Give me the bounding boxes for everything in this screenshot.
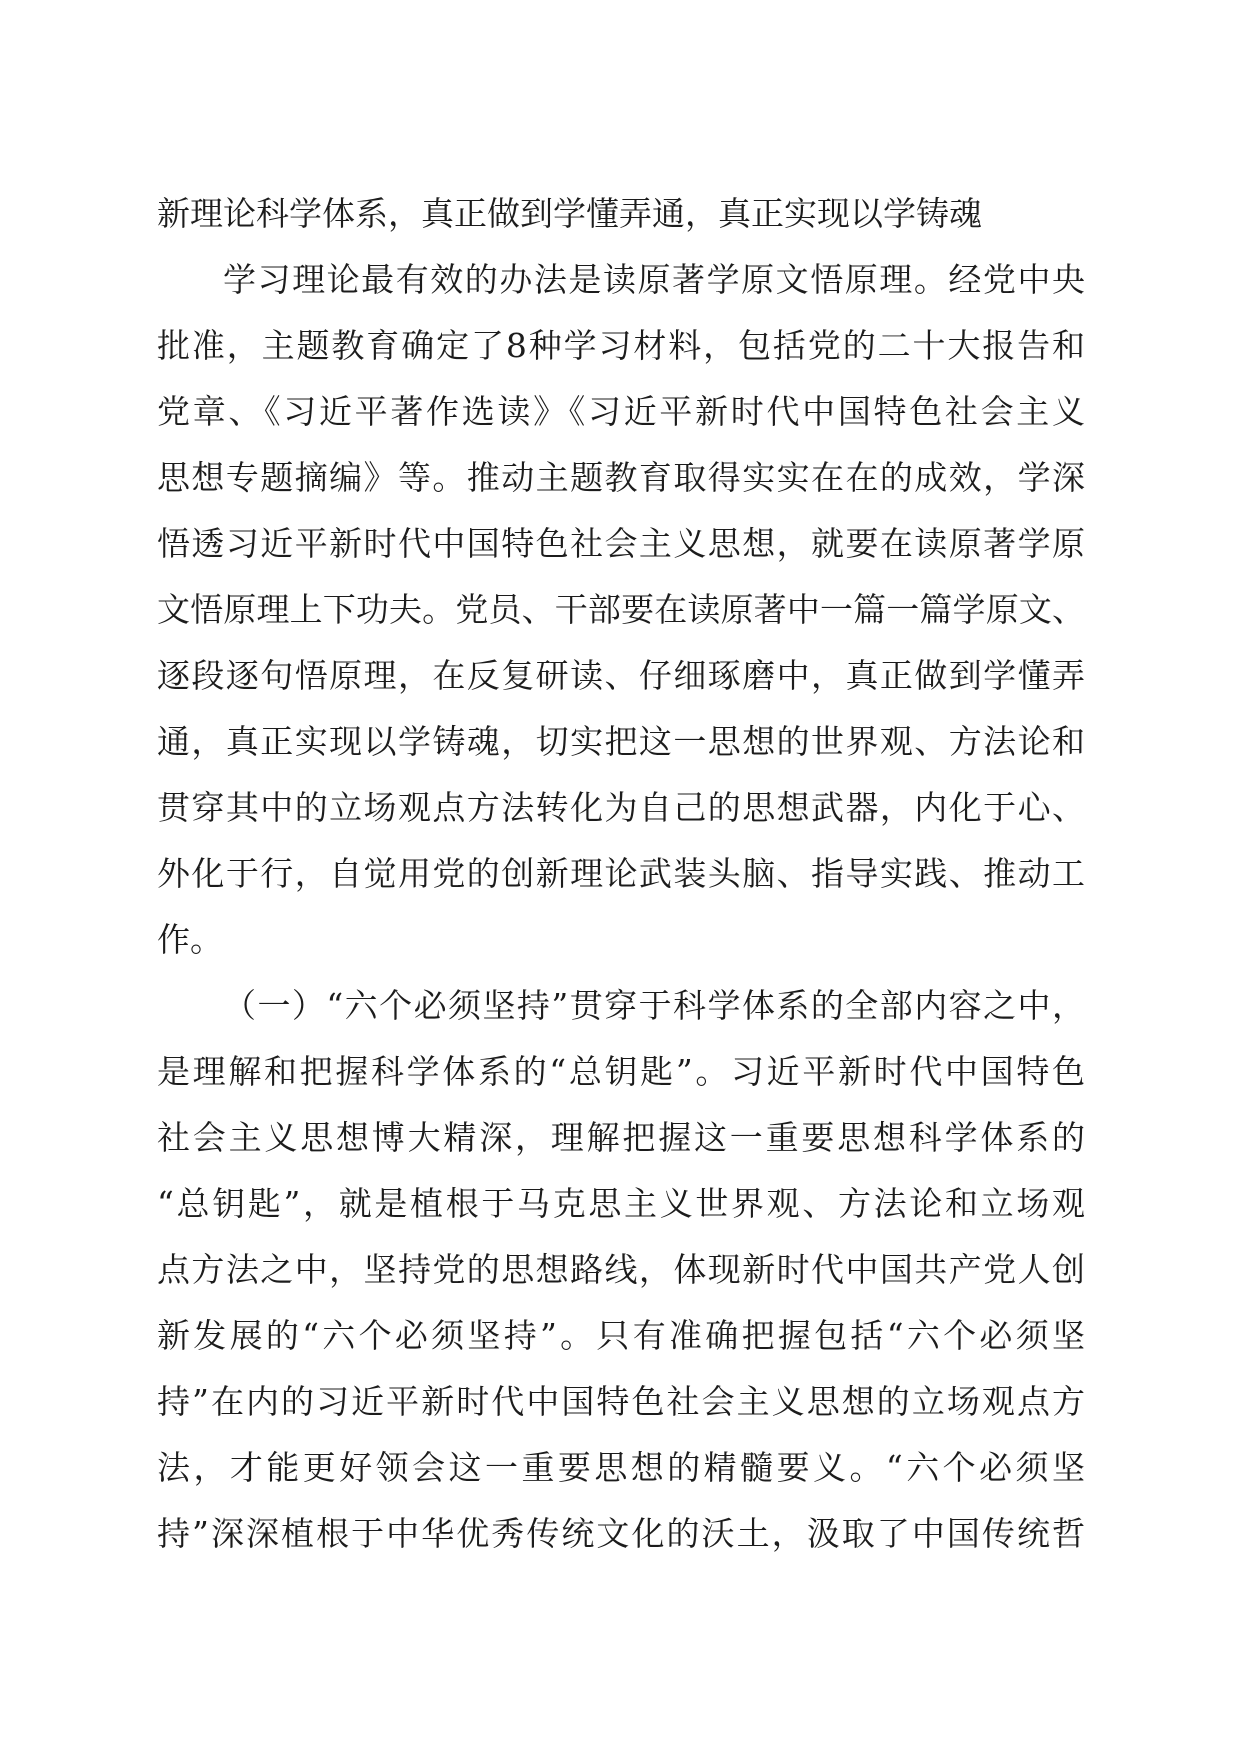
paragraph-line: 悟透习近平新时代中国特色社会主义思想，就要在读原著学原	[157, 524, 1085, 563]
paragraph-line: “总钥匙”，就是植根于马克思主义世界观、方法论和立场观	[157, 1184, 1085, 1223]
paragraph-line: 持”在内的习近平新时代中国特色社会主义思想的立场观点方	[157, 1382, 1085, 1421]
paragraph-reading-originals	[157, 247, 1085, 973]
paragraph-line: 文悟原理上下功夫。党员、干部要在读原著中一篇一篇学原文、	[157, 590, 1085, 629]
paragraph-line: 批准，主题教育确定了8种学习材料，包括党的二十大报告和	[157, 326, 1085, 365]
paragraph-six-musts	[157, 973, 1085, 1567]
paragraph-line: 社会主义思想博大精深，理解把握这一重要思想科学体系的	[157, 1118, 1085, 1157]
body-text	[157, 181, 1085, 1567]
paragraph-line: 思想专题摘编》等。推动主题教育取得实实在在的成效，学深	[157, 458, 1085, 497]
paragraph-line: 贯穿其中的立场观点方法转化为自己的思想武器，内化于心、	[157, 788, 1085, 827]
section-heading-line: （一）“六个必须坚持”贯穿于科学体系的全部内容之中，	[223, 986, 1085, 1025]
paragraph-line: 点方法之中，坚持党的思想路线，体现新时代中国共产党人创	[157, 1250, 1085, 1289]
paragraph-line: 通，真正实现以学铸魂，切实把这一思想的世界观、方法论和	[157, 722, 1085, 761]
paragraph-line: 党章、《习近平著作选读》《习近平新时代中国特色社会主义	[157, 392, 1085, 431]
paragraph-line: 持”深深植根于中华优秀传统文化的沃土，汲取了中国传统哲	[157, 1514, 1085, 1553]
paragraph-line: 新理论科学体系，真正做到学懂弄通，真正实现以学铸魂	[157, 194, 982, 233]
paragraph-line: 逐段逐句悟原理，在反复研读、仔细琢磨中，真正做到学懂弄	[157, 656, 1085, 695]
paragraph-line: 作。	[157, 920, 223, 959]
paragraph-line: 是理解和把握科学体系的“总钥匙”。习近平新时代中国特色	[157, 1052, 1085, 1091]
paragraph-line: 法，才能更好领会这一重要思想的精髓要义。“六个必须坚	[157, 1448, 1085, 1487]
paragraph-continuation	[157, 181, 1085, 247]
paragraph-line: 新发展的“六个必须坚持”。只有准确把握包括“六个必须坚	[157, 1316, 1085, 1355]
paragraph-line: 外化于行，自觉用党的创新理论武装头脑、指导实践、推动工	[157, 854, 1085, 893]
paragraph-line: 学习理论最有效的办法是读原著学原文悟原理。经党中央	[223, 260, 1085, 299]
